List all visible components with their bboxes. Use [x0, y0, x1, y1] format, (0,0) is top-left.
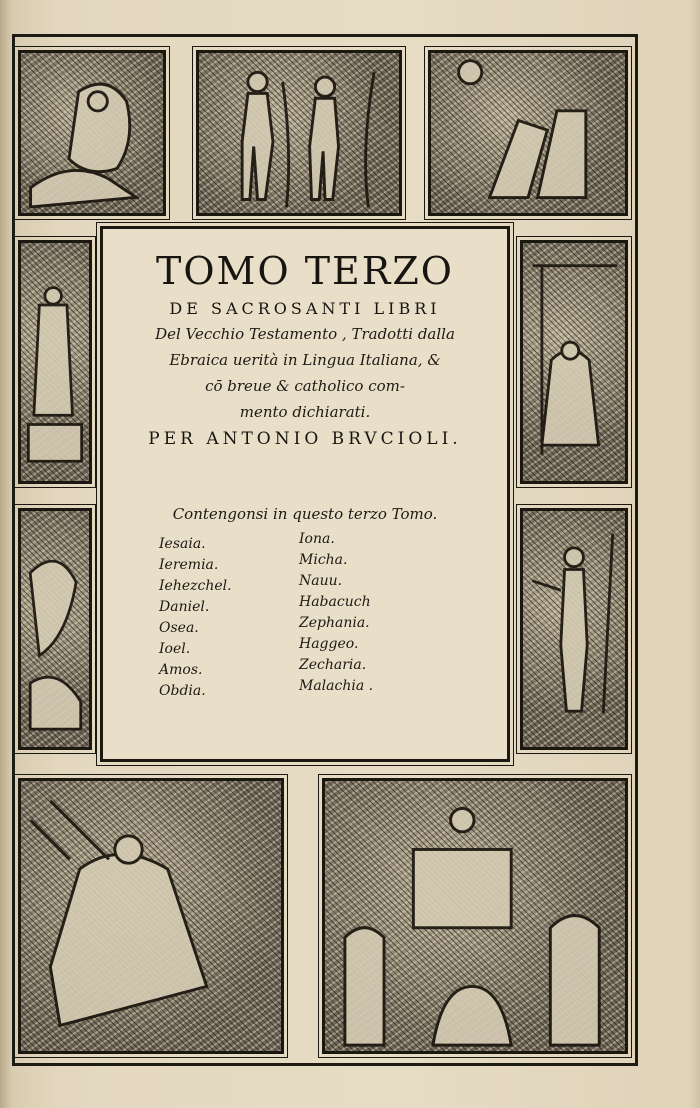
woodcut-adam-and-eve — [196, 50, 402, 216]
book-item: Ieremia. — [159, 557, 219, 573]
woodcut-prophet-kneeling — [18, 778, 284, 1054]
woodcut-expulsion — [428, 50, 628, 216]
book-item: Malachia . — [299, 678, 374, 694]
woodcut-right-risen-christ — [520, 508, 628, 750]
book-item: Daniel. — [159, 599, 210, 615]
book-item: Ioel. — [159, 641, 191, 657]
title-panel — [100, 226, 510, 762]
books-list-left — [159, 534, 232, 702]
book-item: Zephania. — [299, 615, 370, 631]
book-item: Haggeo. — [299, 636, 359, 652]
book-item: Habacuch — [299, 594, 371, 610]
book-item: Obdia. — [159, 683, 206, 699]
author-line: PER ANTONIO BRVCIOLI. — [148, 429, 462, 449]
page-subtitle: DE SACROSANTI LIBRI — [169, 299, 441, 318]
book-item: Zecharia. — [299, 657, 367, 673]
woodcut-preaching-scene — [322, 778, 628, 1054]
description-line-2: Ebraica uerità in Lingua Italiana, & — [169, 351, 441, 369]
book-item: Amos. — [159, 662, 203, 678]
woodcut-creation-of-eve — [18, 50, 166, 216]
woodcut-right-nativity — [520, 240, 628, 484]
page-title: TOMO TERZO — [156, 249, 454, 293]
description-line-1: Del Vecchio Testamento , Tradotti dalla — [155, 325, 455, 343]
description-line-4: mento dichiarati. — [239, 403, 371, 421]
book-item: Iona. — [299, 531, 335, 547]
book-item: Micha. — [299, 552, 348, 568]
woodcut-left-temple — [18, 240, 92, 484]
book-item: Iesaia. — [159, 536, 206, 552]
book-item: Iehezchel. — [159, 578, 232, 594]
book-item: Osea. — [159, 620, 199, 636]
contents-heading: Contengonsi in questo terzo Tomo. — [172, 505, 438, 523]
book-item: Nauu. — [299, 573, 343, 589]
woodcut-left-battle — [18, 508, 92, 750]
description-line-3: cō breue & catholico com- — [205, 377, 405, 395]
books-list-right — [299, 529, 373, 697]
